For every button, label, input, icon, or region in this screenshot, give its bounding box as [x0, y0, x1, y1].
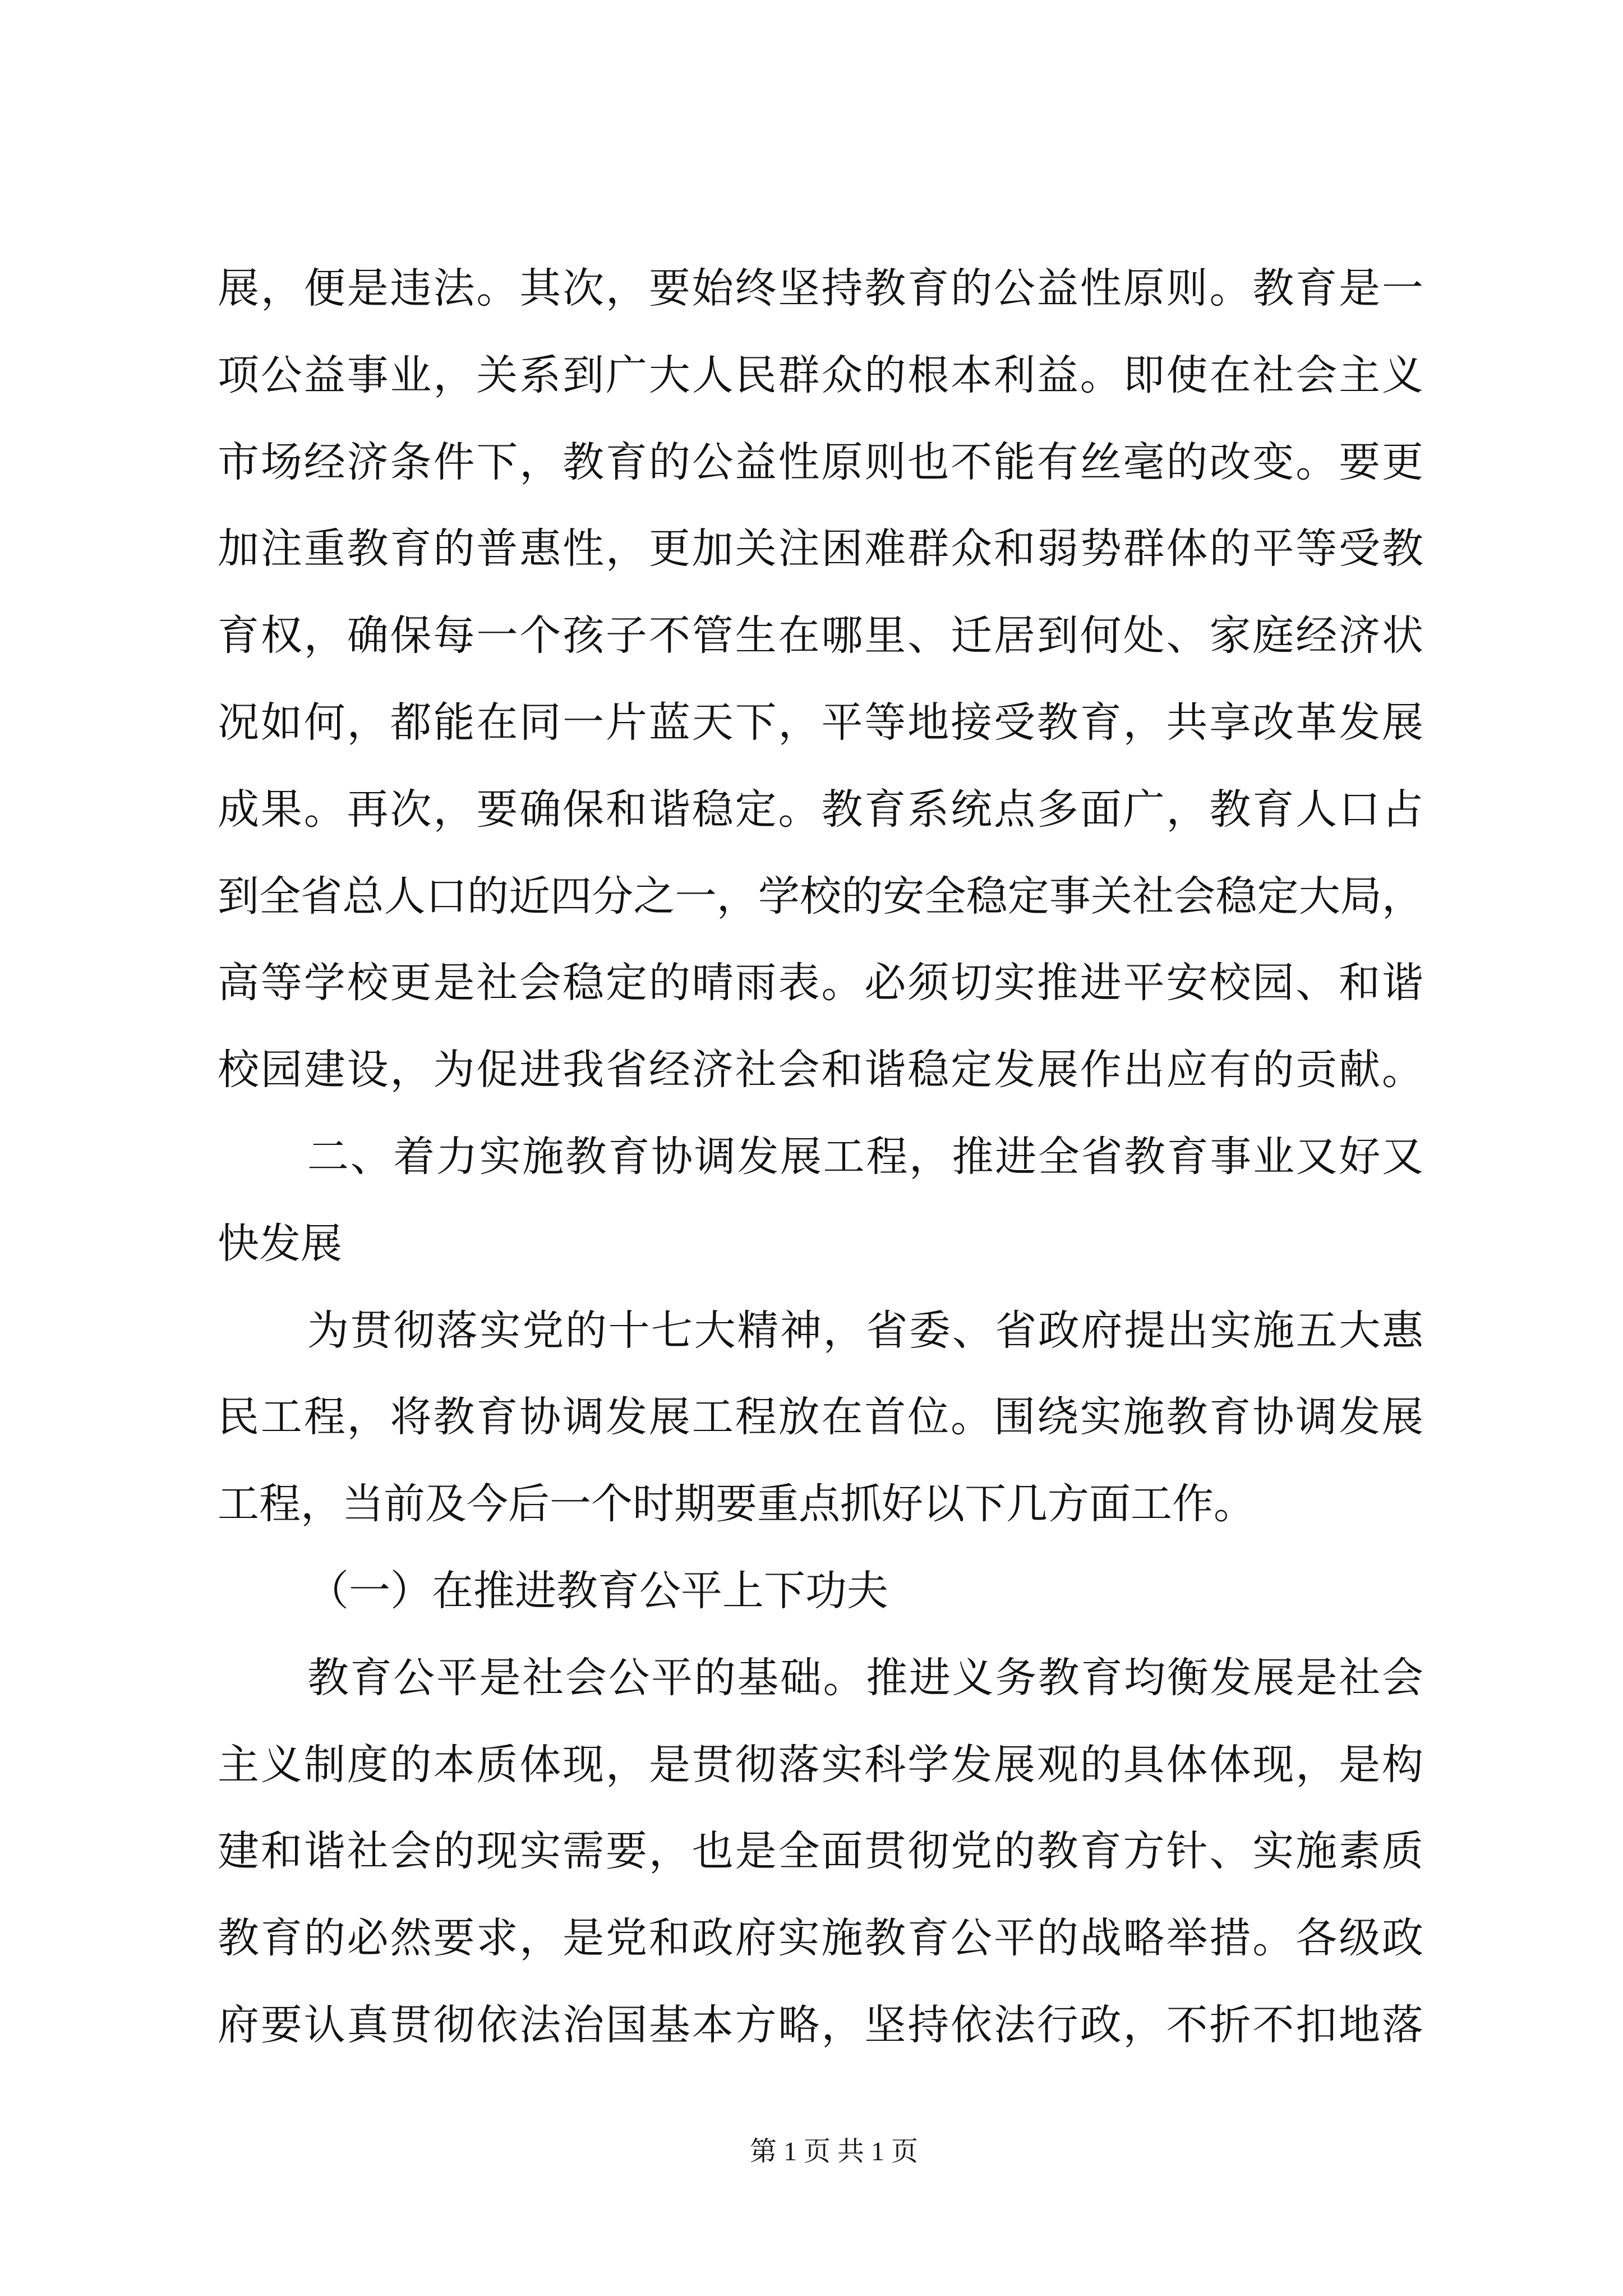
body-line: 市场经济条件下，教育的公益性原则也不能有丝毫的改变。要更 [218, 438, 1423, 486]
subsection-heading: （一）在推进教育公平上下功夫 [307, 1566, 888, 1615]
section-heading-line: 二、着力实施教育协调发展工程，推进全省教育事业又好又 [307, 1132, 1423, 1181]
document-body [218, 245, 1423, 2069]
body-line: 为贯彻落实党的十七大精神，省委、省政府提出实施五大惠 [307, 1306, 1423, 1355]
page-footer: 第 1 页 共 1 页 [750, 2137, 919, 2166]
body-line: 项公益事业，关系到广大人民群众的根本利益。即使在社会主义 [218, 351, 1423, 399]
section-heading-line: 快发展 [218, 1219, 342, 1268]
body-line: 加注重教育的普惠性，更加关注困难群众和弱势群体的平等受教 [218, 524, 1423, 573]
body-line: 高等学校更是社会稳定的晴雨表。必须切实推进平安校园、和谐 [218, 959, 1423, 1007]
body-line: 民工程，将教育协调发展工程放在首位。围绕实施教育协调发展 [218, 1393, 1423, 1442]
body-line: 教育公平是社会公平的基础。推进义务教育均衡发展是社会 [307, 1653, 1423, 1702]
body-line: 育权，确保每一个孩子不管生在哪里、迁居到何处、家庭经济状 [218, 611, 1423, 660]
body-line: 教育的必然要求，是党和政府实施教育公平的战略举措。各级政 [218, 1914, 1423, 1963]
body-line: 建和谐社会的现实需要，也是全面贯彻党的教育方针、实施素质 [218, 1827, 1423, 1876]
body-line: 到全省总人口的近四分之一，学校的安全稳定事关社会稳定大局， [218, 872, 1423, 921]
body-line: 府要认真贯彻依法治国基本方略，坚持依法行政，不折不扣地落 [218, 2000, 1423, 2049]
body-line: 展，便是违法。其次，要始终坚持教育的公益性原则。教育是一 [218, 264, 1423, 312]
body-line: 况如何，都能在同一片蓝天下，平等地接受教育，共享改革发展 [218, 698, 1423, 747]
body-line: 校园建设，为促进我省经济社会和谐稳定发展作出应有的贡献。 [218, 1046, 1423, 1094]
body-line: 成果。再次，要确保和谐稳定。教育系统点多面广，教育人口占 [218, 785, 1423, 834]
body-line: 工程，当前及今后一个时期要重点抓好以下几方面工作。 [218, 1480, 1255, 1529]
body-line: 主义制度的本质体现，是贯彻落实科学发展观的具体体现，是构 [218, 1740, 1423, 1789]
